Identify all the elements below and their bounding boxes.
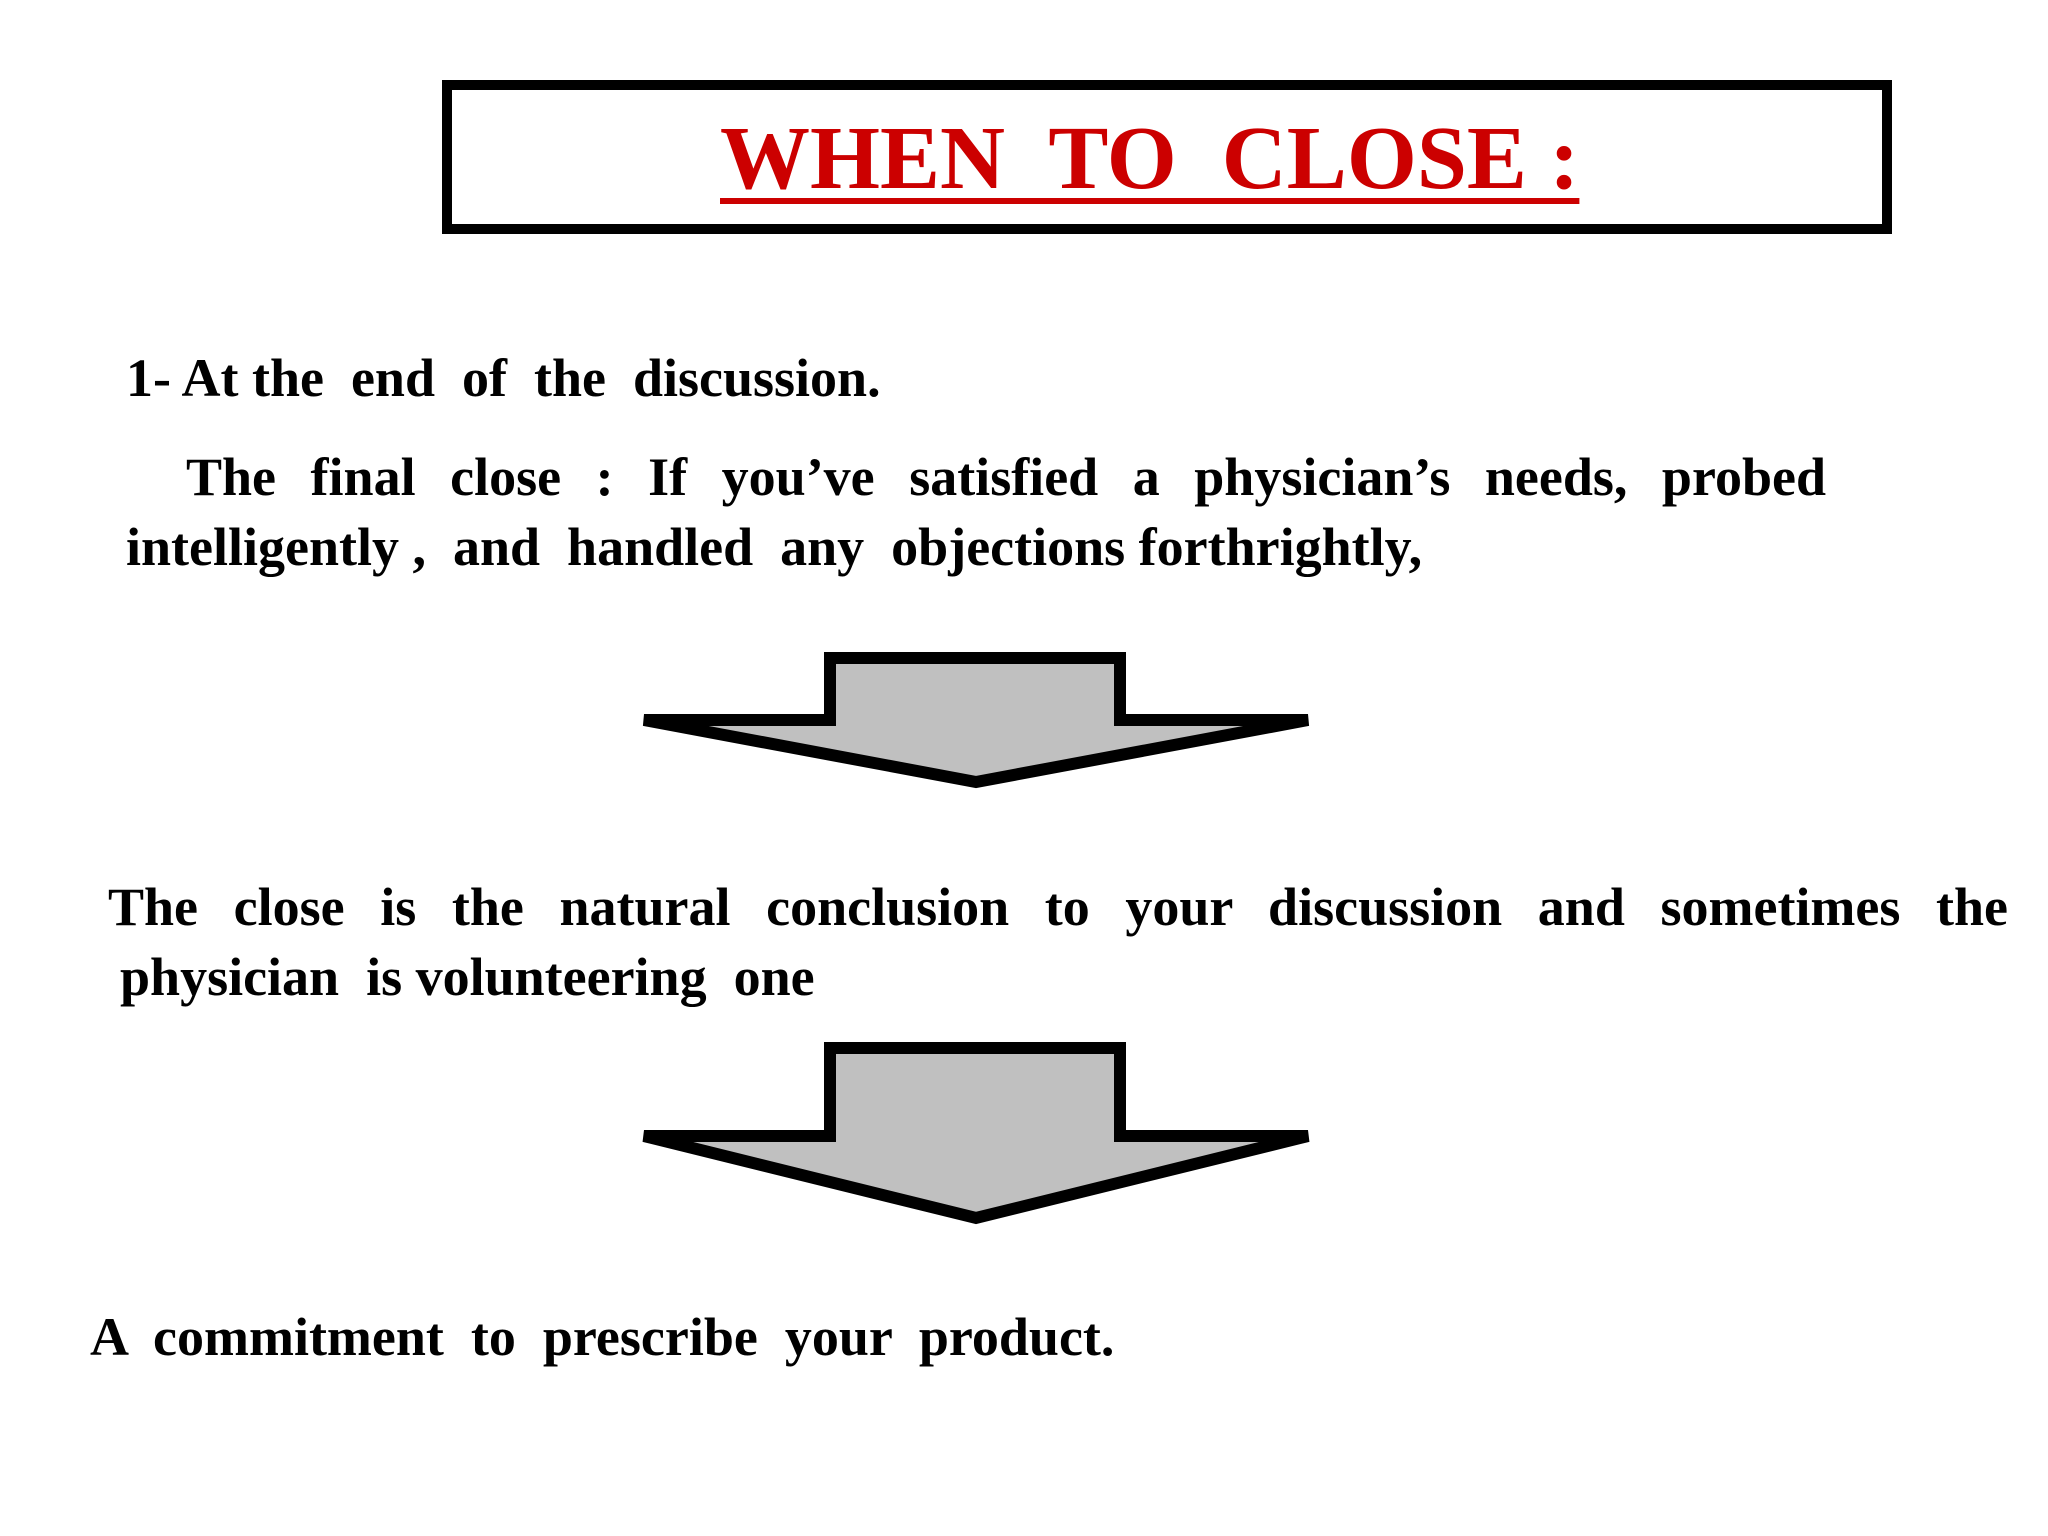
down-arrow-icon bbox=[640, 1040, 1320, 1230]
point-3-text: A commitment to prescribe your product. bbox=[90, 1307, 1115, 1367]
point-1-line-1: The final close : If you’ve satisfied a physician’s needs, probed bbox=[186, 447, 1826, 507]
point-2-line-2: physician is volunteering one bbox=[120, 947, 815, 1007]
point-1-line-2: intelligently , and handled any objections forthrightly, bbox=[126, 517, 1423, 577]
slide-title: WHEN TO CLOSE : bbox=[720, 109, 1580, 208]
point-1-heading: 1- At the end of the discussion. bbox=[126, 348, 881, 408]
point-2-line-1: The close is the natural conclusion to your discussion and sometimes the bbox=[108, 877, 2008, 937]
down-arrow-icon bbox=[640, 650, 1320, 800]
